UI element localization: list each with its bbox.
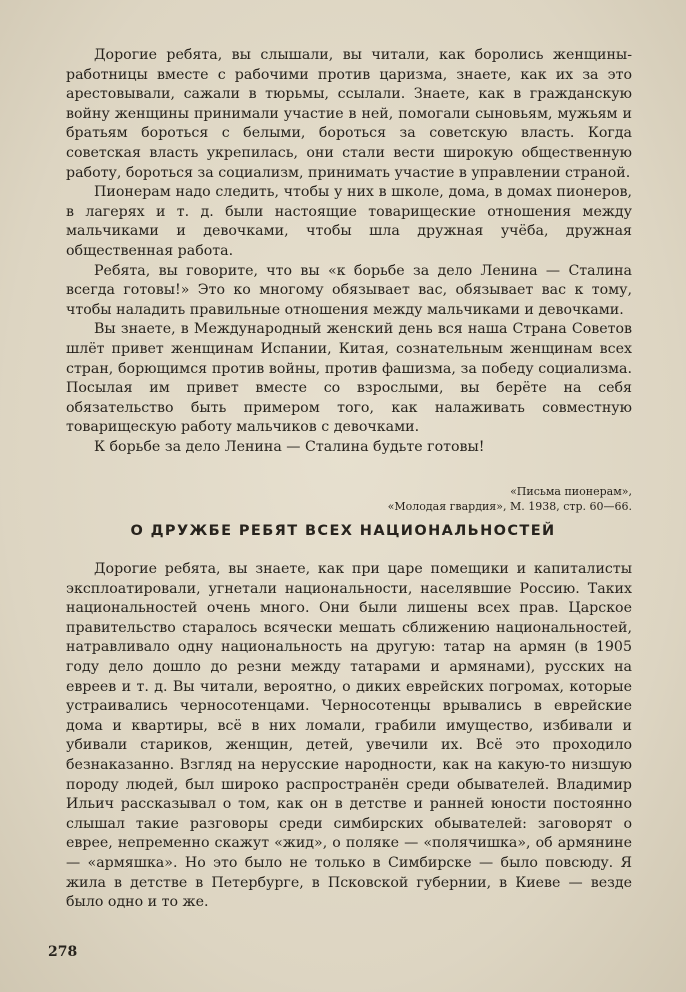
section-letter-to-pioneers (66, 46, 632, 457)
citation-line: «Молодая гвардия», М. 1938, стр. 60—66. (387, 500, 632, 513)
section-friendship (66, 560, 632, 913)
section-heading: О ДРУЖБЕ РЕБЯТ ВСЕХ НАЦИОНАЛЬНОСТЕЙ (130, 523, 556, 539)
paragraph: К борьбе за дело Ленина — Сталина будьте готовы! (94, 438, 485, 455)
paragraph: Вы знаете, в Международный женский день вся наша Страна Советов шлёт привет женщинам Испании, Китая, сознательным женщинам всех стран, борющимся против войны, против фашизма, за победу социализма. Посылая им привет вместе со взрослыми, вы берёте на себя обязательство быть примером того, как налаживать совместную товарищескую работу мальчиков с девочками. (66, 321, 632, 436)
page-number: 278 (48, 944, 78, 960)
citation-line: «Письма пионерам», (510, 485, 632, 498)
paragraph: Дорогие ребята, вы знаете, как при царе помещики и капиталисты эксплоатировали, угнетали национальности, населявшие Россию. Таких национальностей очень много. Они были лишены всех прав. Царское правительство старалось всячески мешать сближению национальностей, натравливало одну национальность на другую: татар на армян (в 1905 году дело дошло до резни между татарами и армянами), русских на евреев и т. д. Вы читали, вероятно, о диких еврейских погромах, которые устраивались черносотенцами. Черносотенцы врывались в еврейские дома и квартиры, всё в них ломали, грабили имущество, избивали и убивали стариков, женщин, детей, увечили их. Всё это проходило безнаказанно. Взгляд на нерусские народности, как на какую-то низшую породу людей, был широко распространён среди обывателей. Владимир Ильич рассказывал о том, как он в детстве и ранней юности постоянно слышал такие разговоры среди симбирских обывателей: заговорят о еврее, непременно скажут «жид», о поляке — «полячишка», об армянине — «армяшка». Но это было не только в Симбирске — было повсюду. Я жила в детстве в Петербурге, в Псковской губернии, в Киеве — везде было одно и то же. (66, 561, 632, 911)
paragraph: Ребята, вы говорите, что вы «к борьбе за дело Ленина — Сталина всегда готовы!» Это ко многому обязывает вас, обязывает вас к тому, чтобы наладить правильные отношения между мальчиками и девочками. (66, 262, 632, 318)
paragraph: Пионерам надо следить, чтобы у них в школе, дома, в домах пионеров, в лагерях и т. д. были настоящие товарищеские отношения между мальчиками и девочками, чтобы шла дружная учёба, дружная общественная работа. (66, 184, 632, 259)
source-citation (300, 484, 632, 514)
paragraph: Дорогие ребята, вы слышали, вы читали, как боролись женщины-работницы вместе с рабочими против царизма, знаете, как их за это арестовывали, сажали в тюрьмы, ссылали. Знаете, как в гражданскую войну женщины принимали участие в ней, помогали сыновьям, мужьям и братьям бороться с белыми, бороться за советскую власть. Когда советская власть укрепилась, они стали вести широкую общественную работу, бороться за социализм, принимать участие в управлении страной. (66, 47, 632, 181)
